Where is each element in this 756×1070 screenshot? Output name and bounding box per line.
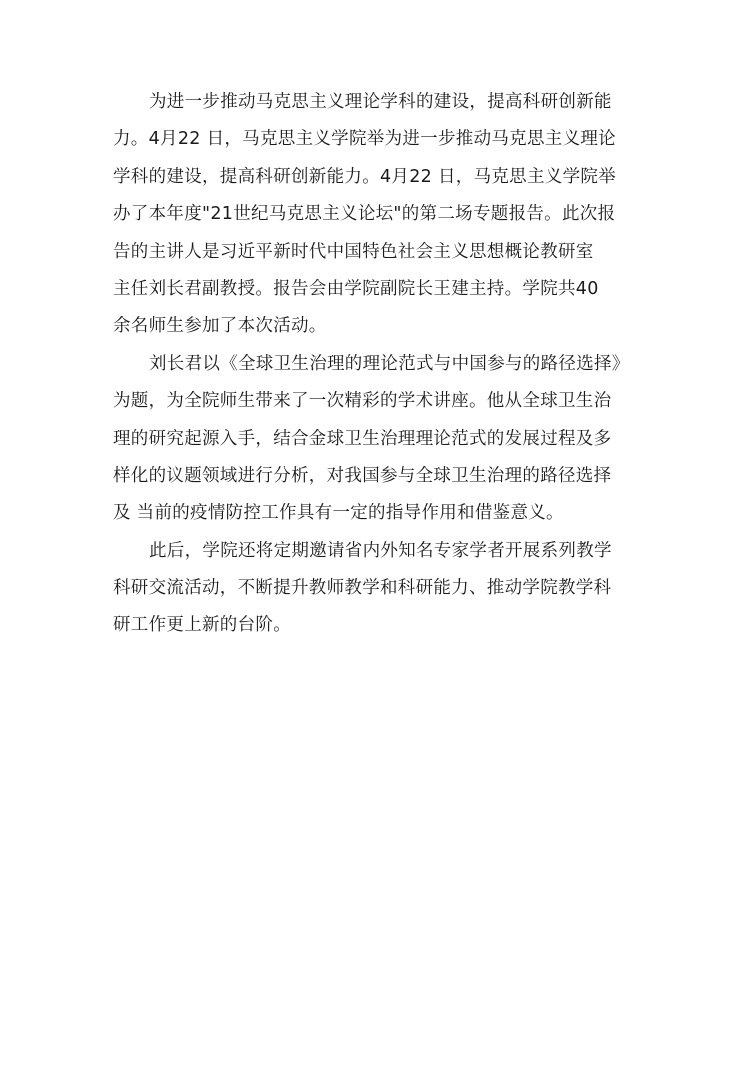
text-line: 理的研究起源入手，结合金球卫生治理理论范式的发展过程及多	[113, 428, 612, 449]
text-line: 办了本年度"21世纪马克思主义论坛"的第二场专题报告。此次报	[113, 204, 616, 225]
paragraph-3	[113, 533, 653, 645]
text-line: 研工作更上新的台阶。	[113, 615, 291, 636]
text-line: 刘长君以《全球卫生治理的理论范式与中国参与的路径选择》	[149, 353, 630, 374]
paragraph-2	[113, 346, 653, 533]
text-line: 为进一步推动马克思主义理论学科的建设，提高科研创新能	[149, 92, 612, 112]
text-line: 为题，为全院师生带来了一次精彩的学术讲座。他从全球卫生治	[113, 391, 612, 412]
text-line: 主任刘长君副教授。报告会由学院副院长王建主持。学院共40	[113, 278, 599, 299]
text-line: 力。4月22 日，马克思主义学院举为进一步推动马克思主义理论	[113, 129, 616, 150]
text-line: 样化的议题领域进行分析，对我国参与全球卫生治理的路径选择	[113, 465, 612, 486]
text-line: 及 当前的疫情防控工作具有一定的指导作用和借鉴意义。	[113, 503, 564, 524]
article-body	[113, 84, 653, 645]
text-line: 余名师生参加了本次活动。	[113, 316, 327, 337]
text-line: 告的主讲人是习近平新时代中国特色社会主义思想概论教研室	[113, 241, 594, 262]
text-line: 此后，学院还将定期邀请省内外知名专家学者开展系列教学	[149, 540, 612, 561]
text-line: 科研交流活动，不断提升教师教学和科研能力、推动学院教学科	[113, 578, 612, 599]
paragraph-1	[113, 84, 653, 346]
text-line: 学科的建设，提高科研创新能力。4月22 日，马克思主义学院举	[113, 166, 616, 187]
